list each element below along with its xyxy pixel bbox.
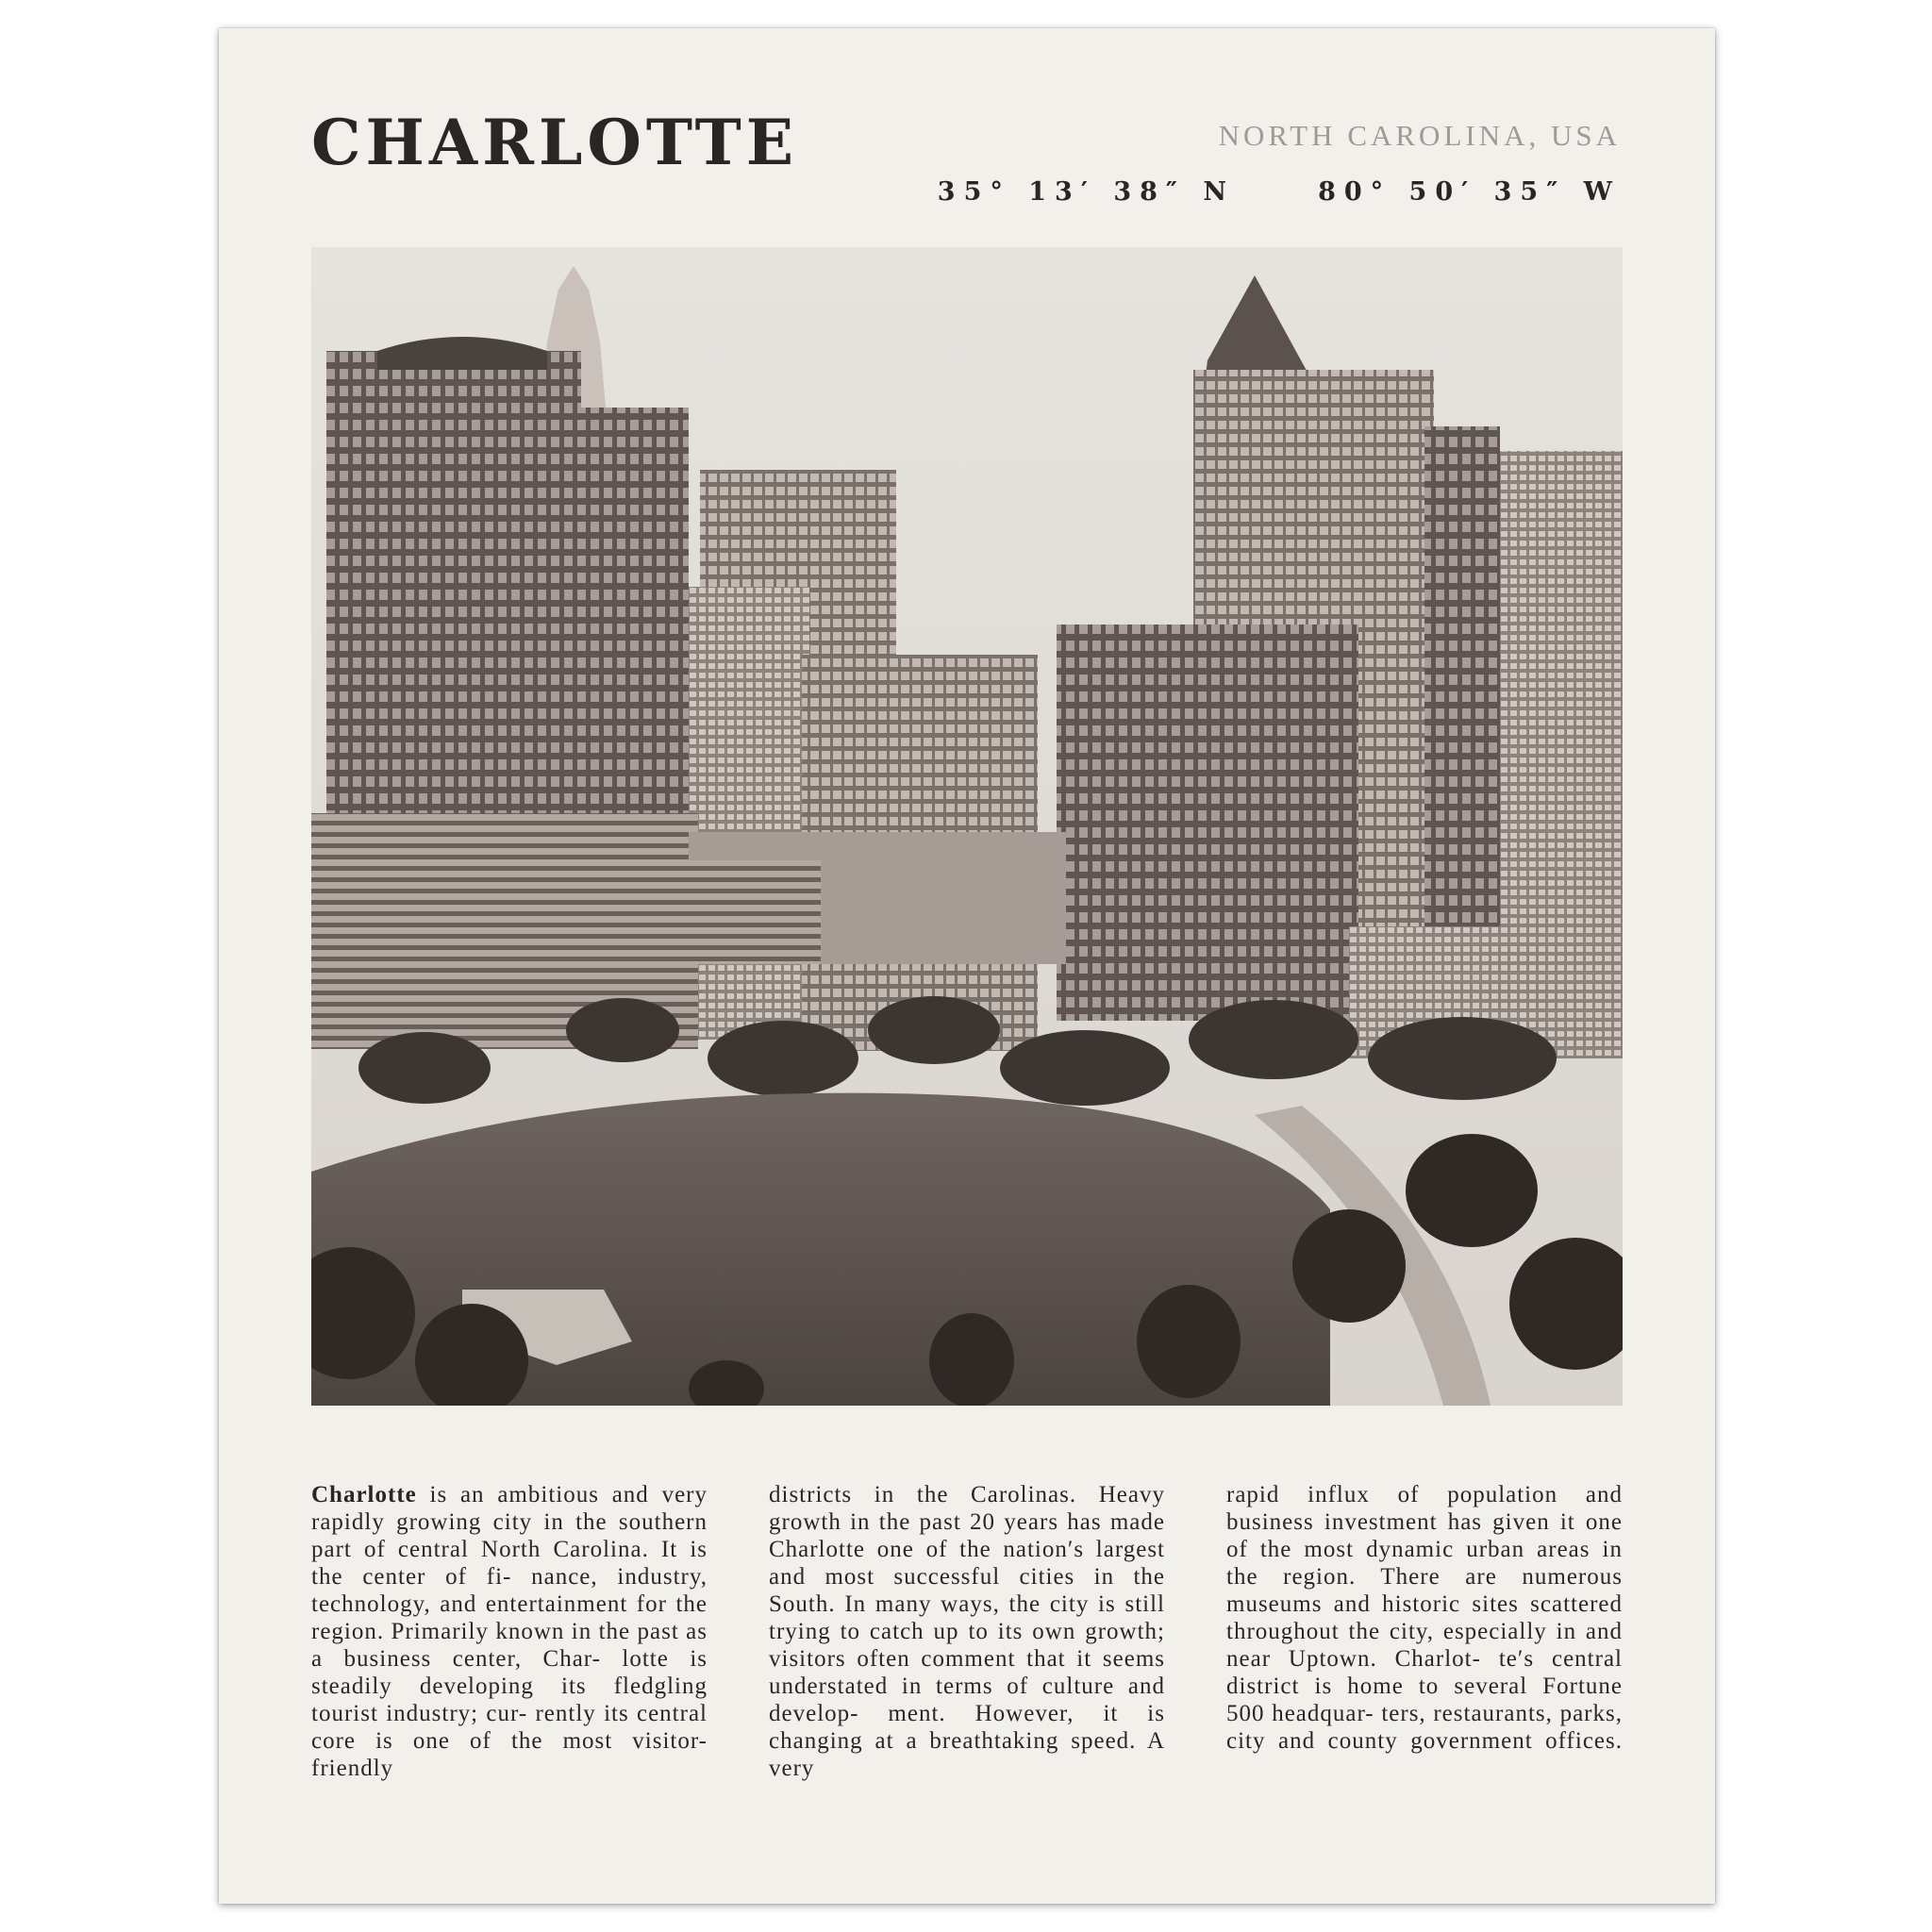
city-title: CHARLOTTE (311, 106, 799, 179)
description-column-3: rapid influx of population and business investment has given it one of the most dynamic urban areas in the region. There are numerous museums and historic sites scattered throughout the city, especially in and near Uptown. Charlot- te′s central district is home to several Fortune 500 headquar- ters, restaurants, parks, city and county government offices. (1226, 1482, 1623, 1754)
coordinates (938, 177, 1621, 207)
description-column-1 (311, 1481, 708, 1782)
longitude: 80° 50′ 35″ W (1318, 177, 1621, 207)
description-column-2: districts in the Carolinas. Heavy growth in the past 20 years has made Charlotte one of the nation′s largest and most successful cities in the South. In many ways, the city is still trying to catch up to its own growth; visitors often comment that it seems understated in terms of culture and develop- ment. However, it is changing at a breathtaking speed. A very (769, 1482, 1165, 1781)
lead-word: Charlotte (311, 1482, 417, 1507)
skyline-illustration (311, 247, 1623, 1406)
skyline-photo (311, 247, 1623, 1406)
region-label: NORTH CAROLINA, USA (1218, 119, 1621, 152)
poster (219, 28, 1715, 1904)
latitude: 35° 13′ 38″ N (937, 177, 1236, 207)
column-1-text: is an ambitious and very rapidly growing city in the southern part of central North Carolina. It is the center of fi- nance, industry, technology, and entertainment for the region. Primarily known in the past as a business center, Char- lotte is steadily developing its fledgling tourist industry; cur- rently its central core is one of the most visitor-friendly (311, 1482, 708, 1781)
